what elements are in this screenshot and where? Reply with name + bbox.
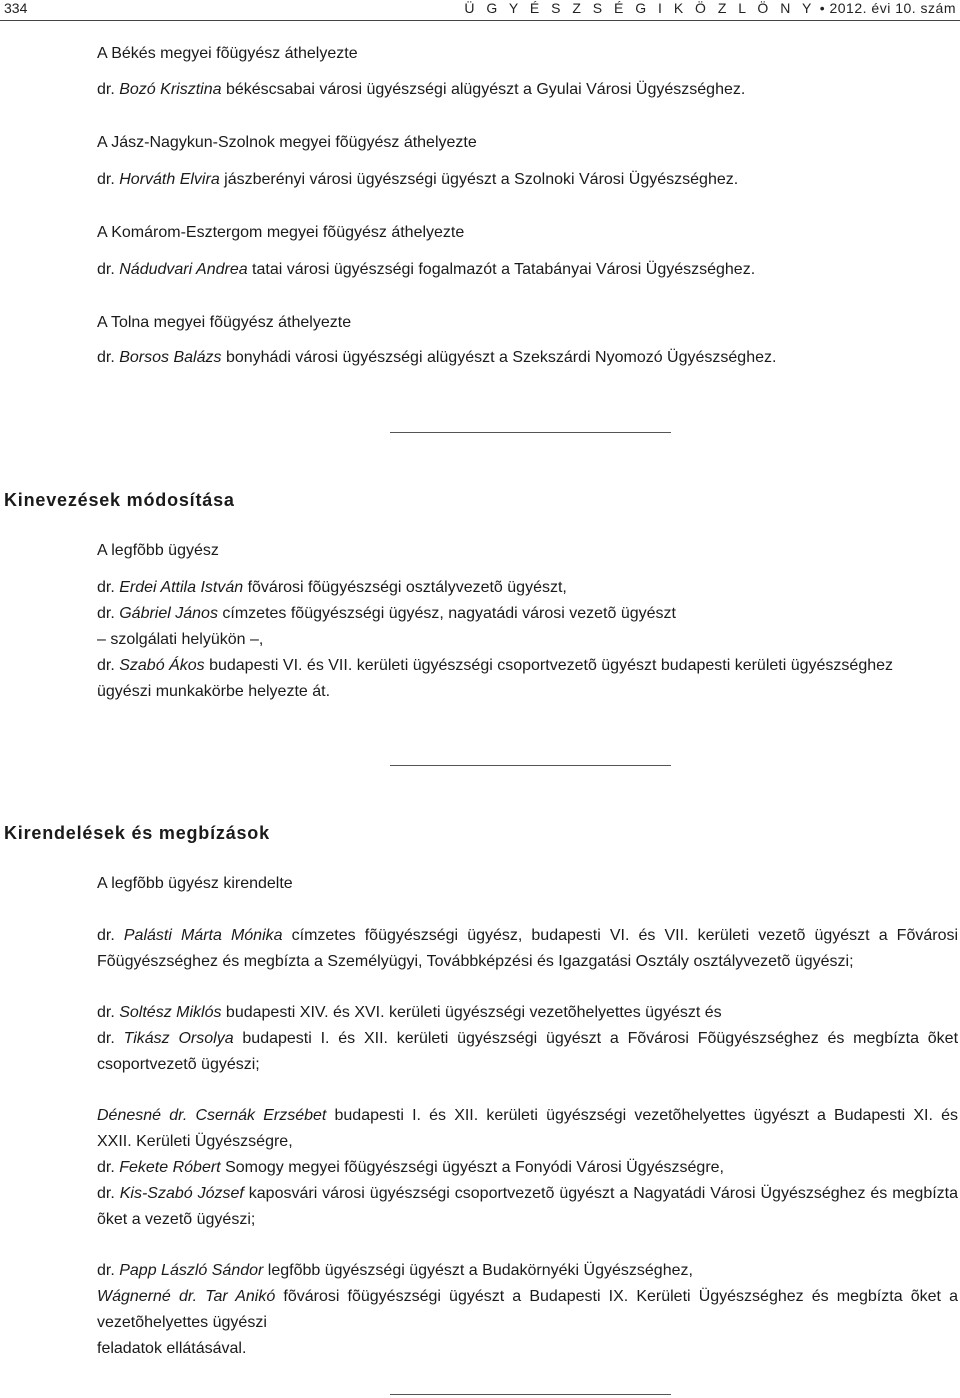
section-heading-appointments: Kinevezések módosítása bbox=[4, 490, 235, 510]
section1-intro: A legfõbb ügyész bbox=[97, 542, 219, 559]
section2-intro: A legfõbb ügyész kirendelte bbox=[97, 875, 293, 892]
person-name: Palásti Márta Mónika bbox=[123, 927, 283, 944]
section2-p2 bbox=[97, 1003, 722, 1023]
dr-prefix: dr. bbox=[97, 349, 120, 366]
dr-prefix: dr. bbox=[97, 927, 124, 944]
section2-p8-line-2: vezetõhelyettes ügyészi bbox=[97, 1314, 267, 1331]
assignment-text: fõvárosi fõügyészségi ügyészt a Budapesti IX. Kerületi Ügyészséghez és megbízta õket a bbox=[275, 1288, 958, 1305]
dr-prefix: dr. bbox=[97, 1185, 120, 1202]
transfer-intro-2: A Jász-Nagykun-Szolnok megyei fõügyész áthelyezte bbox=[97, 134, 477, 151]
transfer-intro-1: A Békés megyei fõügyész áthelyezte bbox=[97, 45, 358, 62]
section2-p8-line-1 bbox=[97, 1287, 958, 1307]
dr-prefix: dr. bbox=[97, 1030, 124, 1047]
separator-rule bbox=[390, 1394, 671, 1395]
section1-line-2 bbox=[97, 604, 676, 624]
dr-prefix: dr. bbox=[97, 1159, 120, 1176]
appointment-text: budapesti VI. és VII. kerületi ügyészségi csoportvezetõ ügyészt budapesti kerületi ügyészséghez bbox=[204, 657, 894, 674]
transfer-intro-4: A Tolna megyei fõügyész áthelyezte bbox=[97, 314, 352, 331]
appointment-text: fõvárosi fõügyészségi osztályvezetõ ügyészt, bbox=[243, 579, 567, 596]
section2-p1-line-1 bbox=[97, 926, 958, 946]
section2-p7 bbox=[97, 1261, 693, 1281]
assignment-text: budapesti I. és XII. kerületi ügyészségi vezetõhelyettes ügyészt a Budapesti XI. és bbox=[326, 1107, 958, 1124]
transfer-line-1 bbox=[97, 80, 745, 100]
section1-line-3: – szolgálati helyükön –, bbox=[97, 631, 264, 648]
person-name: Soltész Miklós bbox=[119, 1004, 222, 1021]
issue-label: 2012. évi 10. szám bbox=[829, 0, 956, 16]
transfer-text: bonyhádi városi ügyészségi alügyészt a Szekszárdi Nyomozó Ügyészséghez. bbox=[221, 349, 777, 366]
section2-p4-line-2: XXII. Kerületi Ügyészségre, bbox=[97, 1133, 293, 1150]
person-name: Bozó Krisztina bbox=[119, 81, 222, 98]
transfer-line-2 bbox=[97, 170, 738, 190]
transfer-line-3 bbox=[97, 260, 755, 280]
person-name: Nádudvari Andrea bbox=[119, 261, 248, 278]
dr-prefix: dr. bbox=[97, 171, 120, 188]
transfer-text: békéscsabai városi ügyészségi alügyészt a Gyulai Városi Ügyészséghez. bbox=[221, 81, 746, 98]
transfer-text: tatai városi ügyészségi fogalmazót a Tatabányai Városi Ügyészséghez. bbox=[247, 261, 756, 278]
section2-p6-line-2: õket a vezetõ ügyészi; bbox=[97, 1211, 256, 1228]
section2-p6-line-1 bbox=[97, 1184, 958, 1204]
header-bullet: • bbox=[819, 0, 826, 16]
person-name: Wágnerné dr. Tar Anikó bbox=[97, 1288, 276, 1305]
journal-title: Ü G Y É S Z S É G I K Ö Z L Ö N Y bbox=[464, 0, 816, 16]
assignment-text: legfõbb ügyészségi ügyészt a Budakörnyéki Ügyészséghez, bbox=[263, 1262, 693, 1279]
assignment-text: Somogy megyei fõügyészségi ügyészt a Fonyódi Városi Ügyészségre, bbox=[220, 1159, 724, 1176]
dr-prefix: dr. bbox=[97, 605, 120, 622]
assignment-text: kaposvári városi ügyészségi csoportvezetõ ügyészt a Nagyatádi Városi Ügyészséghez és megbízta bbox=[243, 1185, 959, 1202]
dr-prefix: dr. bbox=[97, 1004, 120, 1021]
assignment-text: budapesti I. és XII. kerületi ügyészségi ügyészt a Fõvárosi Fõügyészséghez és megbízta õket bbox=[233, 1030, 959, 1047]
assignment-text: címzetes fõügyészségi ügyész, budapesti VI. és VII. kerületi vezetõ ügyészt a Fõvárosi bbox=[282, 927, 959, 944]
person-name: Kis-Szabó József bbox=[119, 1185, 244, 1202]
transfer-intro-3: A Komárom-Esztergom megyei fõügyész áthelyezte bbox=[97, 224, 465, 241]
section1-line-1 bbox=[97, 578, 567, 598]
section1-line-4 bbox=[97, 656, 893, 676]
person-name: Papp László Sándor bbox=[119, 1262, 264, 1279]
dr-prefix: dr. bbox=[97, 579, 120, 596]
transfer-line-4 bbox=[97, 348, 776, 368]
dr-prefix: dr. bbox=[97, 1262, 120, 1279]
dr-prefix: dr. bbox=[97, 81, 120, 98]
section2-p3-line-1 bbox=[97, 1029, 958, 1049]
header-rule bbox=[0, 20, 960, 21]
section2-p3-line-2: csoportvezetõ ügyészi; bbox=[97, 1056, 260, 1073]
appointment-text: címzetes fõügyészségi ügyész, nagyatádi városi vezetõ ügyészt bbox=[217, 605, 676, 622]
page-number: 334 bbox=[4, 0, 28, 16]
section2-p4-line-1 bbox=[97, 1106, 958, 1126]
section2-p8-line-3: feladatok ellátásával. bbox=[97, 1340, 247, 1357]
section-heading-assignments: Kirendelések és megbízások bbox=[4, 823, 270, 843]
person-name: Erdei Attila István bbox=[119, 579, 244, 596]
assignment-text: budapesti XIV. és XVI. kerületi ügyészségi vezetõhelyettes ügyészt és bbox=[221, 1004, 722, 1021]
dr-prefix: dr. bbox=[97, 261, 120, 278]
section2-p5 bbox=[97, 1158, 724, 1178]
transfer-text: jászberényi városi ügyészségi ügyészt a Szolnoki Városi Ügyészséghez. bbox=[219, 171, 739, 188]
separator-rule bbox=[390, 765, 671, 766]
person-name: Borsos Balázs bbox=[119, 349, 222, 366]
person-name: Horváth Elvira bbox=[119, 171, 220, 188]
person-name: Fekete Róbert bbox=[119, 1159, 221, 1176]
section2-p1-line-2: Fõügyészséghez és megbízta a Személyügyi, Továbbképzési és Igazgatási Osztály osztályvezetõ ügyészi; bbox=[97, 953, 854, 970]
section1-line-5: ügyészi munkakörbe helyezte át. bbox=[97, 683, 331, 700]
running-header bbox=[464, 0, 956, 16]
person-name: Szabó Ákos bbox=[119, 657, 205, 674]
person-name: Gábriel János bbox=[119, 605, 218, 622]
separator-rule bbox=[390, 432, 671, 433]
person-name: Dénesné dr. Csernák Erzsébet bbox=[97, 1107, 327, 1124]
dr-prefix: dr. bbox=[97, 657, 120, 674]
person-name: Tikász Orsolya bbox=[123, 1030, 234, 1047]
